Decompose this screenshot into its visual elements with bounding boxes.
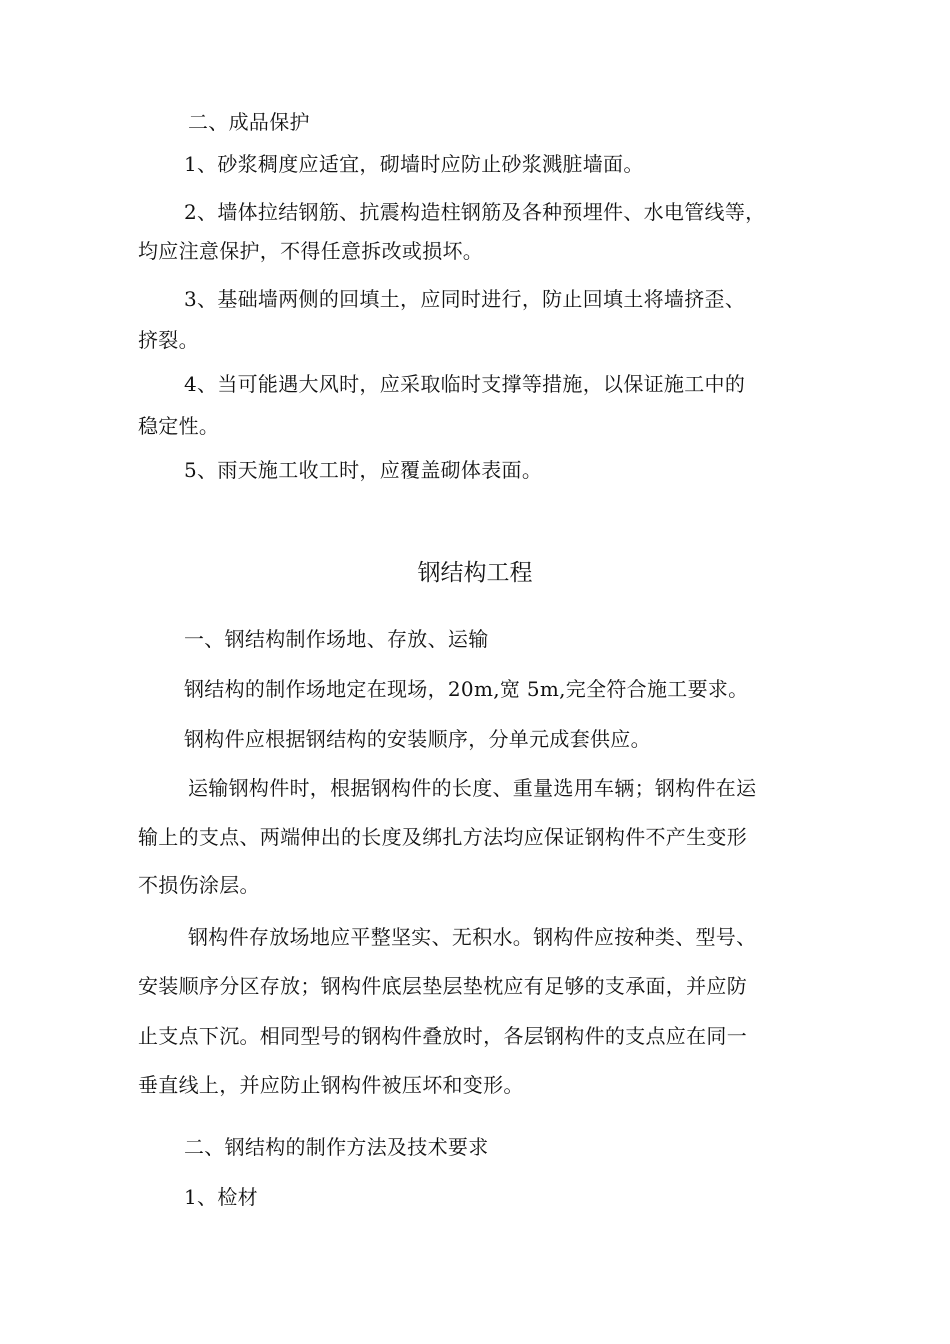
protection-item-4-line-1: 4、当可能遇大风时，应采取临时支撑等措施，以保证施工中的 — [184, 372, 746, 396]
steel-subheading-1: 1、检材 — [184, 1185, 258, 1209]
steel-paragraph-3-line-1: 运输钢构件时，根据钢构件的长度、重量选用车辆；钢构件在运 — [188, 776, 757, 800]
steel-paragraph-4-line-4: 垂直线上，并应防止钢构件被压坏和变形。 — [138, 1073, 524, 1097]
protection-item-2-line-1: 2、墙体拉结钢筋、抗震构造柱钢筋及各种预埋件、水电管线等， — [184, 200, 766, 224]
steel-paragraph-2: 钢构件应根据钢结构的安装顺序，分单元成套供应。 — [184, 727, 651, 751]
protection-item-2-line-2: 均应注意保护，不得任意拆改或损坏。 — [138, 239, 484, 263]
protection-item-5: 5、雨天施工收工时，应覆盖砌体表面。 — [184, 458, 543, 482]
steel-paragraph-4-line-3: 止支点下沉。相同型号的钢构件叠放时，各层钢构件的支点应在同一 — [138, 1024, 747, 1048]
steel-paragraph-3-line-2: 输上的支点、两端伸出的长度及绑扎方法均应保证钢构件不产生变形 — [138, 825, 747, 849]
steel-structure-title: 钢结构工程 — [417, 560, 533, 586]
protection-item-4-line-2: 稳定性。 — [138, 414, 220, 438]
steel-paragraph-1: 钢结构的制作场地定在现场，20m,宽 5m,完全符合施工要求。 — [184, 677, 749, 701]
steel-paragraph-3-line-3: 不损伤涂层。 — [138, 873, 260, 897]
steel-heading-2: 二、钢结构的制作方法及技术要求 — [184, 1135, 489, 1159]
protection-item-3-line-2: 挤裂。 — [138, 328, 199, 352]
protection-item-3-line-1: 3、基础墙两侧的回填土，应同时进行，防止回填土将墙挤歪、 — [184, 287, 746, 311]
steel-paragraph-4-line-1: 钢构件存放场地应平整坚实、无积水。钢构件应按种类、型号、 — [188, 925, 757, 949]
protection-item-1: 1、砂浆稠度应适宜，砌墙时应防止砂浆溅脏墙面。 — [184, 152, 644, 176]
steel-heading-1: 一、钢结构制作场地、存放、运输 — [184, 627, 489, 651]
steel-paragraph-4-line-2: 安装顺序分区存放；钢构件底层垫层垫枕应有足够的支承面，并应防 — [138, 974, 747, 998]
section-heading-product-protection: 二、成品保护 — [188, 110, 310, 134]
